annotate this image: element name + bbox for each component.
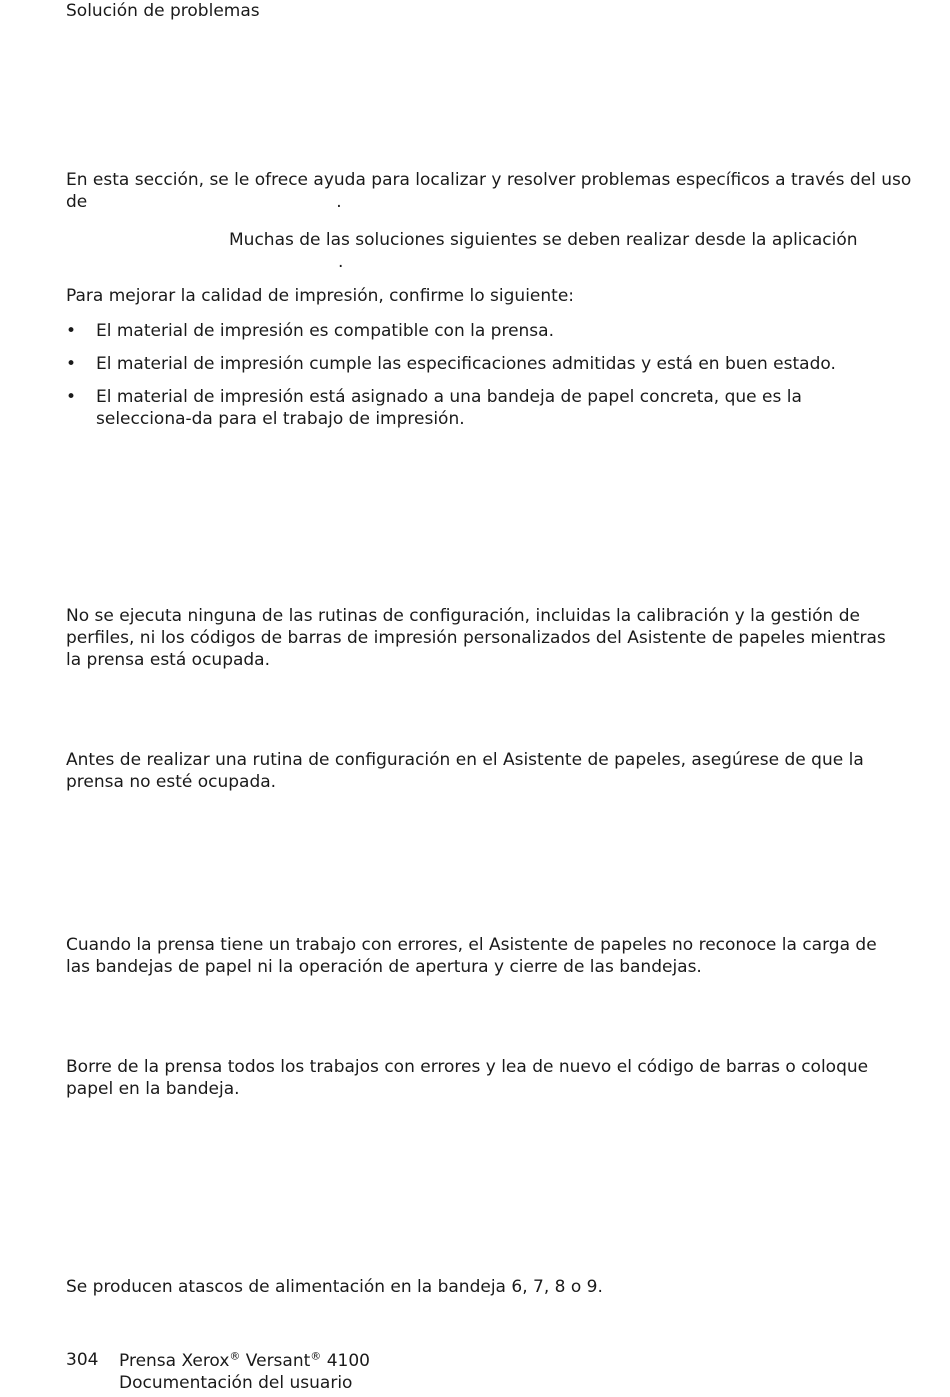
problem-2-description: Cuando la prensa tiene un trabajo con errores, el Asistente de papeles no reconoce la carga de las bandejas de papel ni la operación de apertura y cierre de las bandejas. xyxy=(66,935,877,977)
problem-2-solution: Borre de la prensa todos los trabajos con errores y lea de nuevo el código de barras o coloque papel en la bandeja. xyxy=(66,1057,869,1099)
bullet-icon: • xyxy=(66,387,77,407)
registered-mark: ® xyxy=(229,1349,241,1363)
intro-line-2-end: . xyxy=(336,192,342,212)
footer-product-line xyxy=(119,1350,370,1372)
list-item-text: El material de impresión es compatible con la prensa. xyxy=(96,321,554,341)
doc-title: Documentación del usuario xyxy=(119,1373,353,1393)
quality-checklist xyxy=(66,320,886,441)
bullet-icon: • xyxy=(66,321,77,341)
intro-line-2-start: de xyxy=(66,192,88,212)
list-item xyxy=(66,320,886,342)
product-model: Versant xyxy=(245,1351,311,1371)
list-item xyxy=(66,353,886,375)
intro-line-2 xyxy=(66,191,886,213)
bullet-icon: • xyxy=(66,354,77,374)
note-text: Muchas de las soluciones siguientes se deben realizar desde la aplicación xyxy=(229,230,858,250)
problem-3-description: Se producen atascos de alimentación en la bandeja 6, 7, 8 o 9. xyxy=(66,1277,603,1297)
running-header: Solución de problemas xyxy=(66,1,260,21)
registered-mark: ® xyxy=(310,1349,322,1363)
product-name: Prensa Xerox xyxy=(119,1351,230,1371)
intro-line-1: En esta sección, se le ofrece ayuda para localizar y resolver problemas específicos a través del uso xyxy=(66,170,912,190)
problem-1-description: No se ejecuta ninguna de las rutinas de configuración, incluidas la calibración y la gestión de perfiles, ni los códigos de barras de impresión personalizados del Asistente de papeles mientras la prensa está ocupada. xyxy=(66,606,886,670)
footer-product xyxy=(119,1350,370,1394)
intro-paragraph xyxy=(66,169,912,213)
quality-lead: Para mejorar la calidad de impresión, confirme lo siguiente: xyxy=(66,286,575,306)
list-item-text: El material de impresión cumple las especificaciones admitidas y está en buen estado. xyxy=(96,354,836,374)
note-paragraph xyxy=(66,229,886,273)
list-item xyxy=(66,386,886,430)
note-end: . xyxy=(338,252,344,272)
problem-1-solution: Antes de realizar una rutina de configuración en el Asistente de papeles, asegúrese de que la prensa no esté ocupada. xyxy=(66,750,864,792)
product-number: 4100 xyxy=(326,1351,370,1371)
page-number: 304 xyxy=(66,1350,99,1370)
list-item-text: El material de impresión está asignado a una bandeja de papel concreta, que es la selecciona-da para el trabajo de impresión. xyxy=(96,387,802,429)
